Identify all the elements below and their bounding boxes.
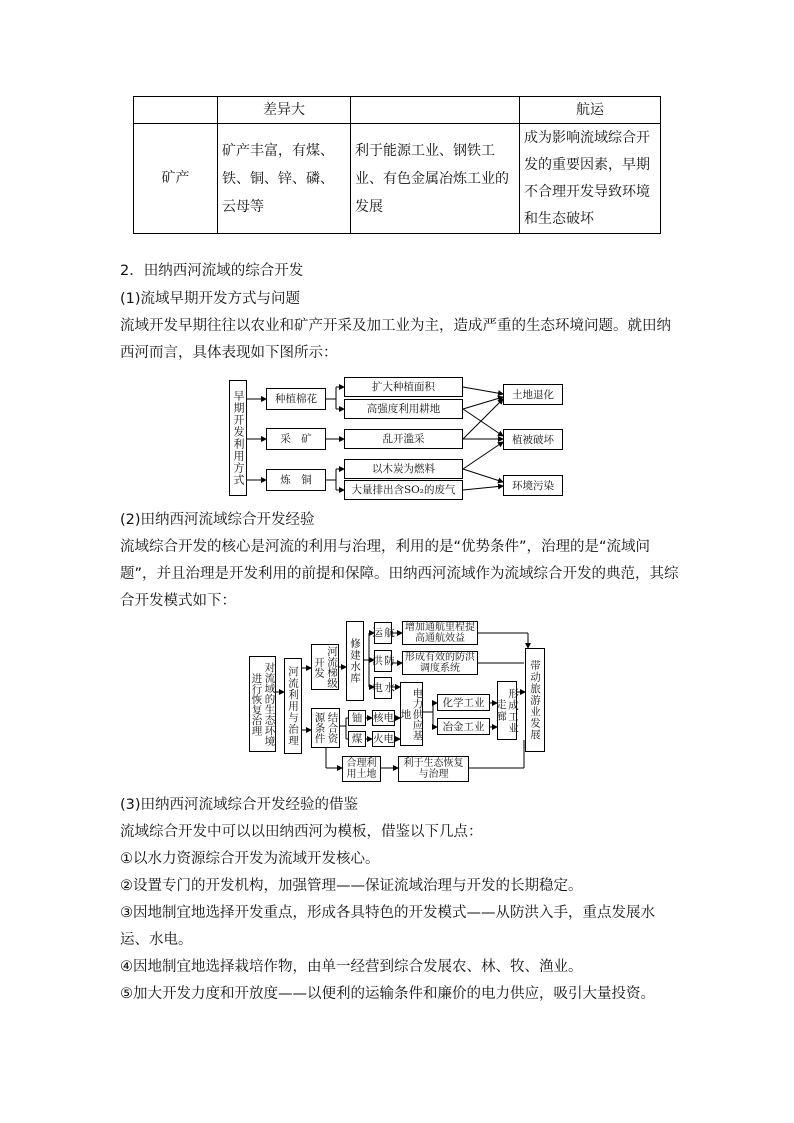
coal-box: 煤 xyxy=(348,731,366,747)
river-utilization-box: 河流利用与治理 xyxy=(284,658,302,754)
action-box: 乱开滥采 xyxy=(344,429,463,449)
paragraph: 流域综合开发的核心是河流的利用与治理，利用的是“优势条件”，治理的是“流域问题”，并且治理是开发利用的前提和保障。田纳西河流域作为流域综合开发的典范，其综合开发模式如下： xyxy=(120,539,679,609)
shipping-result-box: 增加通航里程提高通航效益 xyxy=(402,621,478,645)
cascade-development-box: 河流梯级开发 xyxy=(313,646,338,688)
result-box: 环境污染 xyxy=(503,475,563,496)
reservoir-box: 修建水库 xyxy=(346,621,364,701)
flood-control-result-box: 形成有效的防洪调度系统 xyxy=(402,651,478,675)
list-item: ③因地制宜地选择开发重点，形成各具特色的开发模式——从防洪入手，重点发展水运、水电。 xyxy=(120,905,655,948)
method-box: 种植棉花 xyxy=(266,388,326,410)
paragraph: 流域综合开发中可以以田纳西河为模板，借鉴以下几点： xyxy=(120,824,483,840)
action-box: 以木炭为燃料 xyxy=(344,459,463,479)
method-box: 炼 铜 xyxy=(266,469,326,491)
action-box: 高强度利用耕地 xyxy=(344,399,463,419)
section-title: 2．田纳西河流域的综合开发 xyxy=(120,263,304,279)
shipping-box: 航运 xyxy=(374,622,392,644)
subsection-title: (3)田纳西河流域综合开发经验的借鉴 xyxy=(120,797,359,813)
industrial-corridor-box: 形成工业走廊 xyxy=(497,681,517,740)
power-supply-base-box: 电力供应基地 xyxy=(400,682,423,746)
tourism-box: 带动旅游业发展 xyxy=(525,648,545,752)
list-item: ①以水力资源综合开发为流域开发核心。 xyxy=(120,851,380,867)
table-cell: 利于能源工业、钢铁工业、有色金属冶炼工业的发展 xyxy=(351,124,520,234)
list-item: ⑤加大开发力度和开放度——以便利的运输条件和廉价的电力供应，吸引大量投资。 xyxy=(120,986,655,1002)
chemical-industry-box: 化学工业 xyxy=(437,694,490,711)
action-box: 扩大种植面积 xyxy=(344,377,463,397)
flood-control-box: 防洪 xyxy=(374,650,392,672)
ecological-restoration-box: 对流域的生态环境进行恢复治理 xyxy=(249,656,276,752)
result-box: 土地退化 xyxy=(503,384,563,405)
lesson-list xyxy=(120,846,680,1008)
table-cell: 差异大 xyxy=(218,97,351,124)
early-development-root: 早期开发利用方式 xyxy=(229,380,247,496)
land-use-box: 合理利用土地 xyxy=(342,756,381,782)
hydropower-box: 水电 xyxy=(374,677,392,699)
table-cell: 矿产丰富，有煤、铁、铜、锌、磷、云母等 xyxy=(218,124,351,234)
nuclear-power-box: 核电 xyxy=(373,712,394,724)
table-cell: 矿产 xyxy=(134,124,218,234)
metallurgy-industry-box: 冶金工业 xyxy=(437,718,490,735)
list-item: ④因地制宜地选择栽培作物，由单一经营到综合发展农、林、牧、渔业。 xyxy=(120,959,583,975)
subsection-title: (2)田纳西河流域综合开发经验 xyxy=(120,512,315,528)
table-cell: 航运 xyxy=(520,97,661,124)
method-box: 采 矿 xyxy=(266,428,326,450)
uranium-box: 铀 xyxy=(348,710,366,726)
land-use-result-box: 利于生态恢复与治理 xyxy=(398,756,469,782)
thermal-power-box: 火电 xyxy=(373,733,394,745)
list-item: ②设置专门的开发机构，加强管理——保证流域治理与开发的长期稳定。 xyxy=(120,878,583,894)
action-box: 大量排出含SO₂的废气 xyxy=(344,480,463,500)
subsection-title: (1)流域早期开发方式与问题 xyxy=(120,291,301,307)
result-box: 植被破坏 xyxy=(503,429,563,450)
paragraph: 流域开发早期往往以农业和矿产开采及加工业为主，造成严重的生态环境问题。就田纳西河而言，具体表现如下图所示： xyxy=(120,318,671,361)
table-cell: 成为影响流域综合开发的重要因素，早期不合理开发导致环境和生态破坏 xyxy=(520,124,661,234)
resource-conditions-box: 结合资源条件 xyxy=(311,708,340,748)
